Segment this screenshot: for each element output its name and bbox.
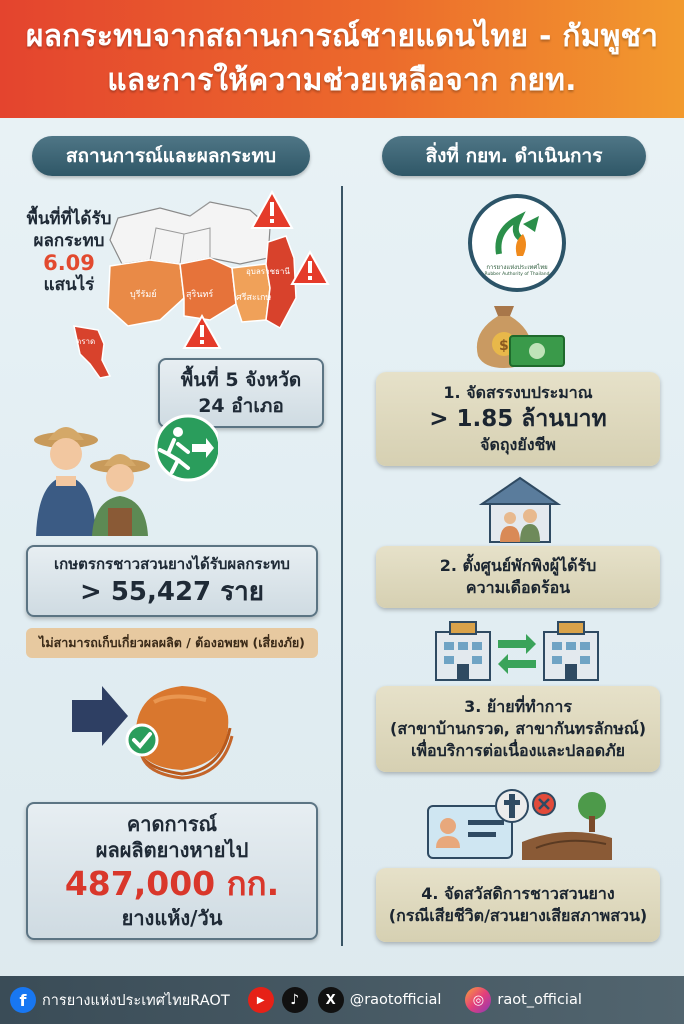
warning-icon	[292, 252, 328, 284]
action-1-title: 1. จัดสรรงบประมาณ	[443, 383, 593, 402]
action-3-line3: เพื่อบริการต่อเนื่องและปลอดภัย	[410, 741, 626, 760]
rubber-sheets-illustration	[72, 672, 242, 782]
no-icon	[533, 793, 555, 815]
page-title-line2: และการให้ความช่วยเหลือจาก กยท.	[107, 63, 577, 98]
raot-logo-mark	[489, 210, 545, 262]
arrow-right-icon	[72, 686, 128, 746]
shelter-icon	[478, 476, 562, 544]
youtube-icon[interactable]: ▶	[248, 987, 274, 1013]
affected-area-unit: แสนไร่	[43, 275, 95, 295]
x-icon[interactable]: X	[318, 987, 344, 1013]
logo-text-en: Rubber Authority of Thailand	[484, 271, 550, 277]
farmers-illustration	[28, 414, 218, 536]
farmer-woman	[90, 454, 150, 536]
warning-icon	[252, 192, 292, 228]
action-3-line1: 3. ย้ายที่ทำการ	[464, 697, 572, 716]
building-icon	[436, 622, 490, 680]
harvest-note: ไม่สามารถเก็บเกี่ยวผลผลิต / ต้องอพยพ (เสี่ยงภัย)	[26, 628, 318, 658]
building-icon	[544, 622, 598, 680]
welfare-illustration	[426, 786, 616, 860]
exit-running-icon	[156, 416, 218, 480]
action-card-4	[376, 868, 660, 942]
action-card-2	[376, 546, 660, 608]
x-link[interactable]: @raotofficial	[349, 992, 442, 1008]
map-label-trat: ตราด	[76, 337, 96, 346]
tree-icon	[578, 792, 606, 832]
affected-area-label-line2: ผลกระทบ	[33, 231, 105, 251]
action-2-line1: 2. ตั้งศูนย์พักพิงผู้ได้รับ	[439, 556, 597, 575]
affected-area-value: 6.09	[43, 251, 95, 275]
facebook-icon[interactable]: f	[10, 987, 36, 1013]
map-ubon	[266, 236, 296, 328]
farmers-value: > 55,427 ราย	[79, 577, 265, 607]
logo-text-th: การยางแห่งประเทศไทย	[486, 263, 548, 271]
facebook-link[interactable]: การยางแห่งประเทศไทยRAOT	[42, 992, 230, 1009]
map-surin	[180, 258, 236, 320]
map-label-surin: สุรินทร์	[186, 290, 214, 300]
forecast-box	[26, 802, 318, 940]
map-label-sisaket: ศรีสะเกษ	[236, 293, 272, 303]
transfer-arrows-icon	[498, 634, 536, 674]
relocation-illustration	[432, 620, 602, 682]
header-banner	[0, 0, 684, 118]
districts-line2: 24 อำเภอ	[198, 395, 284, 417]
money-illustration	[470, 292, 566, 370]
action-card-1	[376, 372, 660, 466]
farmers-label: เกษตรกรชาวสวนยางได้รับผลกระทบ	[54, 555, 290, 573]
page-title-line1: ผลกระทบจากสถานการณ์ชายแดนไทย - กัมพูชา	[25, 19, 659, 54]
instagram-icon[interactable]: ◎	[465, 987, 491, 1013]
svg-text:$: $	[499, 338, 509, 354]
warning-icon	[184, 316, 220, 348]
action-1-detail: จัดถุงยังชีพ	[480, 435, 556, 454]
action-1-amount: > 1.85 ล้านบาท	[429, 406, 607, 432]
affected-area-label-line1: พื้นที่ที่ได้รับ	[26, 209, 112, 229]
banknote-icon	[510, 336, 564, 366]
action-2-line2: ความเดือดร้อน	[465, 578, 571, 597]
column-divider	[341, 186, 343, 946]
action-3-line2: (สาขาบ้านกรวด, สาขากันทรลักษณ์)	[390, 719, 646, 738]
action-4-line2: (กรณีเสียชีวิต/สวนยางเสียสภาพสวน)	[388, 906, 648, 925]
districts-line1: พื้นที่ 5 จังหวัด	[180, 369, 302, 391]
raot-logo	[468, 194, 566, 292]
farmers-box	[26, 545, 318, 617]
instagram-link[interactable]: raot_official	[497, 992, 582, 1008]
map-label-buriram: บุรีรัมย์	[130, 290, 157, 300]
farmer-man	[34, 427, 98, 536]
forecast-label-2: ผลผลิตยางหายไป	[95, 838, 249, 862]
checkmark-icon	[127, 725, 157, 755]
trat-map	[68, 320, 128, 384]
right-section-title: สิ่งที่ กยท. ดำเนินการ	[382, 136, 646, 176]
action-card-3	[376, 686, 660, 772]
action-4-line1: 4. จัดสวัสดิการชาวสวนยาง	[421, 884, 615, 903]
forecast-label-1: คาดการณ์	[126, 812, 218, 836]
forecast-value: 487,000 กก.	[64, 864, 280, 903]
footer	[0, 976, 684, 1024]
left-section-title: สถานการณ์และผลกระทบ	[32, 136, 310, 176]
cross-icon	[496, 790, 528, 822]
map-label-ubon: อุบลราชธานี	[246, 267, 290, 276]
forecast-unit: ยางแห้ง/วัน	[121, 906, 223, 930]
tiktok-icon[interactable]: ♪	[282, 987, 308, 1013]
